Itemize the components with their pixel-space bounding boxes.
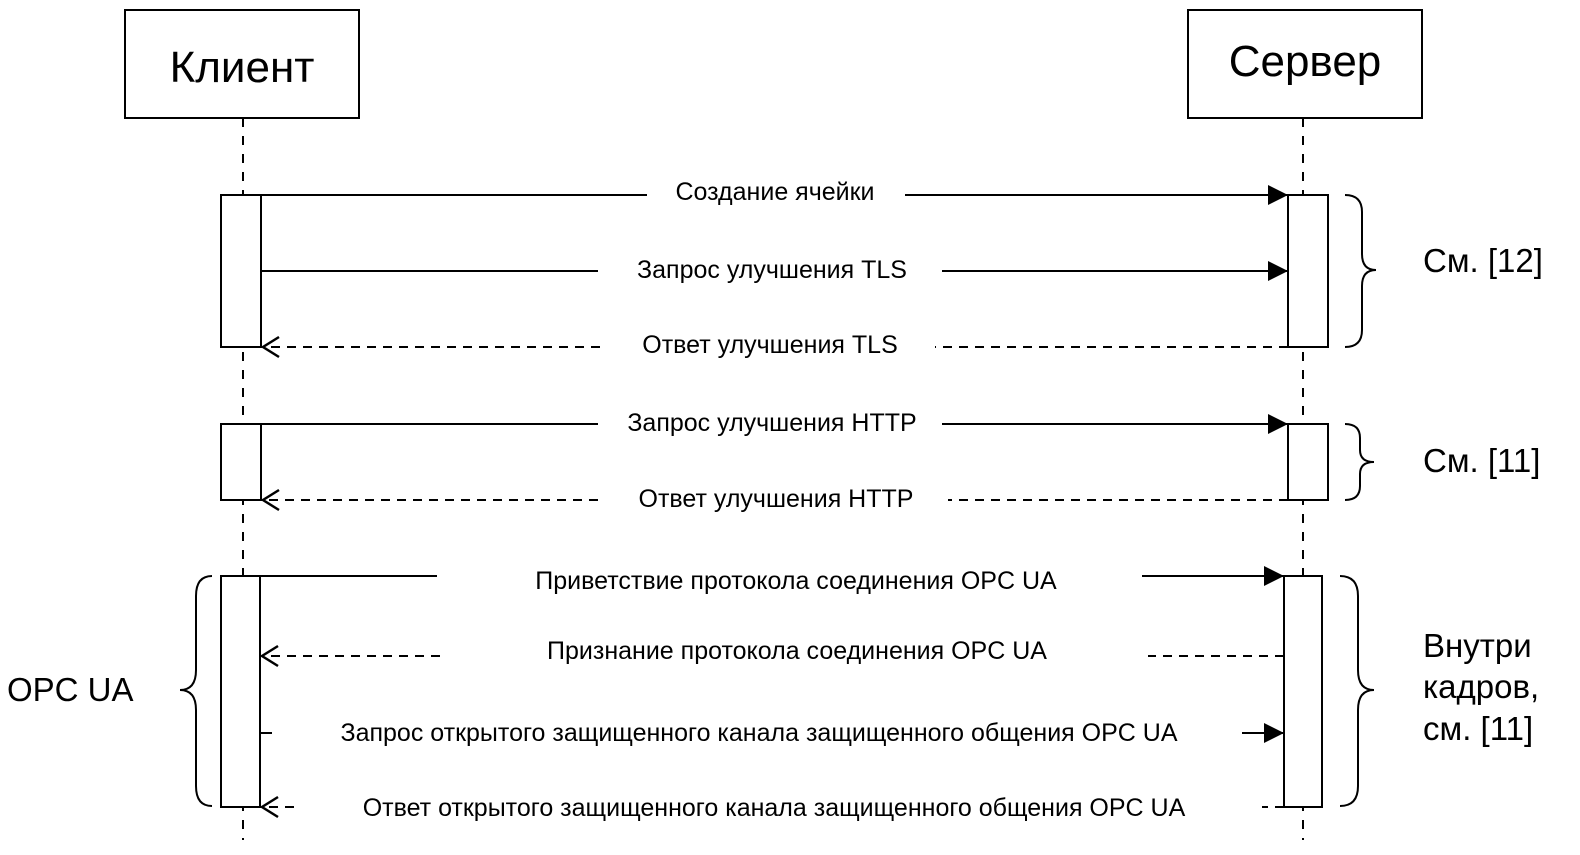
annotation-see-12: См. [12]: [1423, 242, 1543, 279]
brace-group-1: [1345, 195, 1376, 347]
annotation-opcua: OPC UA: [7, 671, 134, 708]
message-label: Ответ улучшения HTTP: [638, 485, 914, 513]
message-opcua-hello: [260, 567, 1284, 595]
client-participant: [125, 10, 359, 118]
annotation-inside-line2: кадров,: [1423, 668, 1540, 705]
client-activation-1: [221, 195, 261, 347]
message-create-cell: [261, 178, 1288, 206]
message-label: Запрос улучшения TLS: [637, 256, 907, 284]
client-activation-2: [221, 424, 261, 500]
server-label: Сервер: [1228, 37, 1382, 86]
server-participant: [1188, 10, 1422, 118]
message-tls-response: [263, 331, 1288, 359]
message-opcua-open-request: [260, 719, 1284, 747]
message-label: Признание протокола соединения OPC UA: [547, 637, 1047, 665]
server-activation-1: [1288, 195, 1328, 347]
client-activation-3: [221, 576, 260, 807]
message-label: Запрос открытого защищенного канала защищенного общения OPC UA: [340, 719, 1178, 747]
brace-left-opcua: [180, 576, 212, 806]
annotation-inside-line1: Внутри: [1423, 627, 1532, 664]
annotation-see-11: См. [11]: [1423, 442, 1541, 479]
brace-group-3: [1340, 576, 1374, 806]
message-http-request: [261, 409, 1288, 437]
client-label: Клиент: [169, 43, 315, 92]
message-http-response: [263, 485, 1288, 513]
message-label: Запрос улучшения HTTP: [627, 409, 917, 437]
message-label: Ответ улучшения TLS: [642, 331, 898, 359]
message-label: Создание ячейки: [675, 178, 875, 206]
server-activation-3: [1284, 576, 1322, 807]
message-label: Ответ открытого защищенного канала защищенного общения OPC UA: [362, 794, 1186, 822]
annotation-inside-line3: см. [11]: [1423, 710, 1534, 747]
server-activation-2: [1288, 424, 1328, 500]
message-opcua-open-response: [262, 794, 1284, 822]
message-tls-request: [261, 256, 1288, 284]
brace-group-2: [1345, 424, 1374, 500]
message-opcua-ack: [262, 637, 1284, 666]
message-label: Приветствие протокола соединения OPC UA: [535, 567, 1057, 595]
